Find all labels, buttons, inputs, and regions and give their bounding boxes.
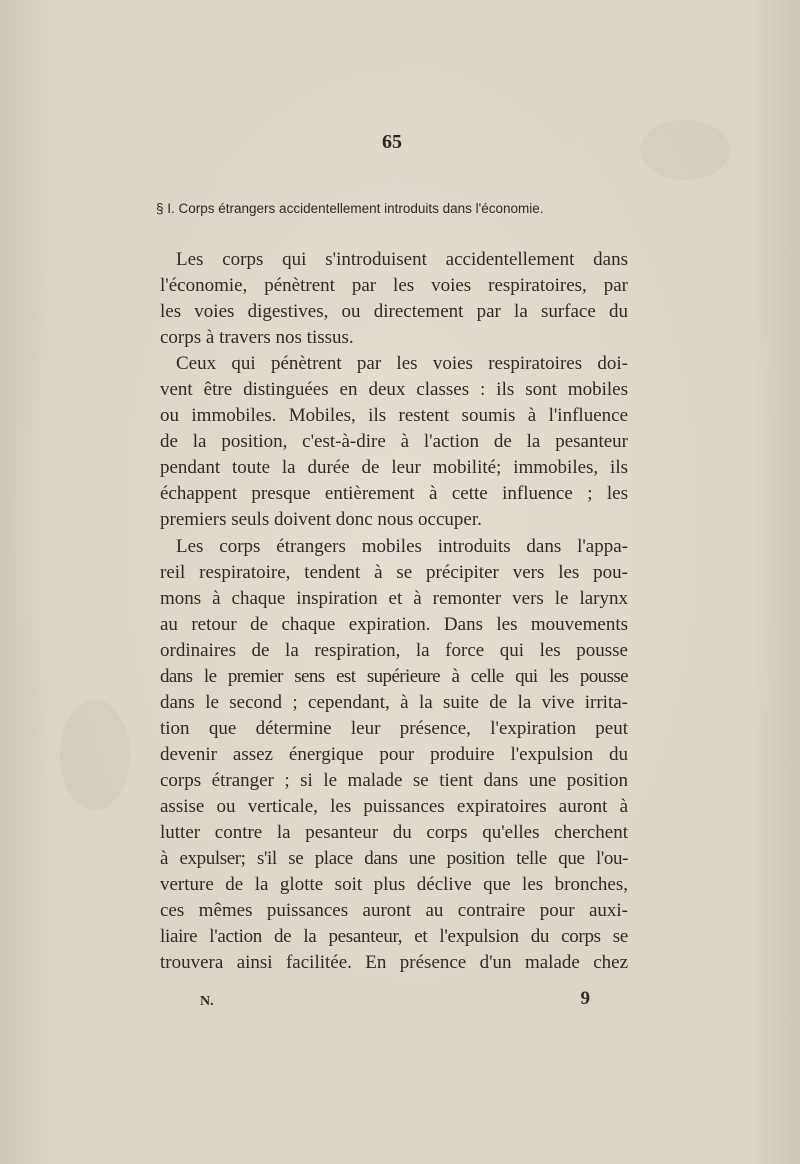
body-text <box>160 247 628 976</box>
signature-mark: N. <box>200 994 214 1009</box>
text-line: à expulser; s'il se place dans une position telle que l'ou- <box>160 848 628 870</box>
text-line: mons à chaque inspiration et à remonter vers le larynx <box>160 587 628 609</box>
text-line: devenir assez énergique pour produire l'expulsion du <box>160 743 628 765</box>
text-line: liaire l'action de la pesanteur, et l'expulsion du corps se <box>160 926 628 948</box>
text-line: corps étranger ; si le malade se tient dans une position <box>160 769 628 791</box>
signature-number: 9 <box>580 988 590 1009</box>
text-line: ces mêmes puissances auront au contraire pour auxi- <box>160 900 628 922</box>
text-line: dans le second ; cependant, à la suite de la vive irrita- <box>160 691 628 713</box>
text-line: trouvera ainsi facilitée. En présence d'un malade chez <box>160 952 628 974</box>
text-line: dans le premier sens est supérieure à celle qui les pousse <box>160 665 628 687</box>
text-line: échappent presque entièrement à cette influence ; les <box>160 483 628 505</box>
text-line: ou immobiles. Mobiles, ils restent soumis à l'influence <box>160 405 628 427</box>
text-line: Ceux qui pénètrent par les voies respiratoires doi- <box>176 353 628 375</box>
text-line: corps à travers nos tissus. <box>160 327 354 349</box>
text-line: pendant toute la durée de leur mobilité; immobiles, ils <box>160 457 628 479</box>
text-line: les voies digestives, ou directement par la surface du <box>160 301 628 323</box>
text-line: ordinaires de la respiration, la force qui les pousse <box>160 639 628 661</box>
text-line: Les corps qui s'introduisent accidentellement dans <box>176 249 628 270</box>
text-line: au retour de chaque expiration. Dans les mouvements <box>160 613 628 635</box>
page-footer <box>200 988 590 1014</box>
text-line: assise ou verticale, les puissances expiratoires auront à <box>160 795 628 817</box>
paper-stain <box>60 700 130 810</box>
text-line: tion que détermine leur présence, l'expiration peut <box>160 717 628 739</box>
text-line: Les corps étrangers mobiles introduits dans l'appa- <box>176 535 628 557</box>
text-line: reil respiratoire, tendent à se précipiter vers les pou- <box>160 561 628 583</box>
paper-stain <box>640 120 730 180</box>
text-line: verture de la glotte soit plus déclive que les bronches, <box>160 874 628 896</box>
text-line: l'économie, pénètrent par les voies respiratoires, par <box>160 275 628 297</box>
section-heading: § I. Corps étrangers accidentellement introduits dans l'économie. <box>156 201 544 216</box>
text-line: lutter contre la pesanteur du corps qu'elles cherchent <box>160 822 628 844</box>
page-number: 65 <box>382 131 402 153</box>
text-line: vent être distinguées en deux classes : ils sont mobiles <box>160 379 628 401</box>
text-line: de la position, c'est-à-dire à l'action de la pesanteur <box>160 431 628 453</box>
text-line: premiers seuls doivent donc nous occuper. <box>160 509 482 531</box>
